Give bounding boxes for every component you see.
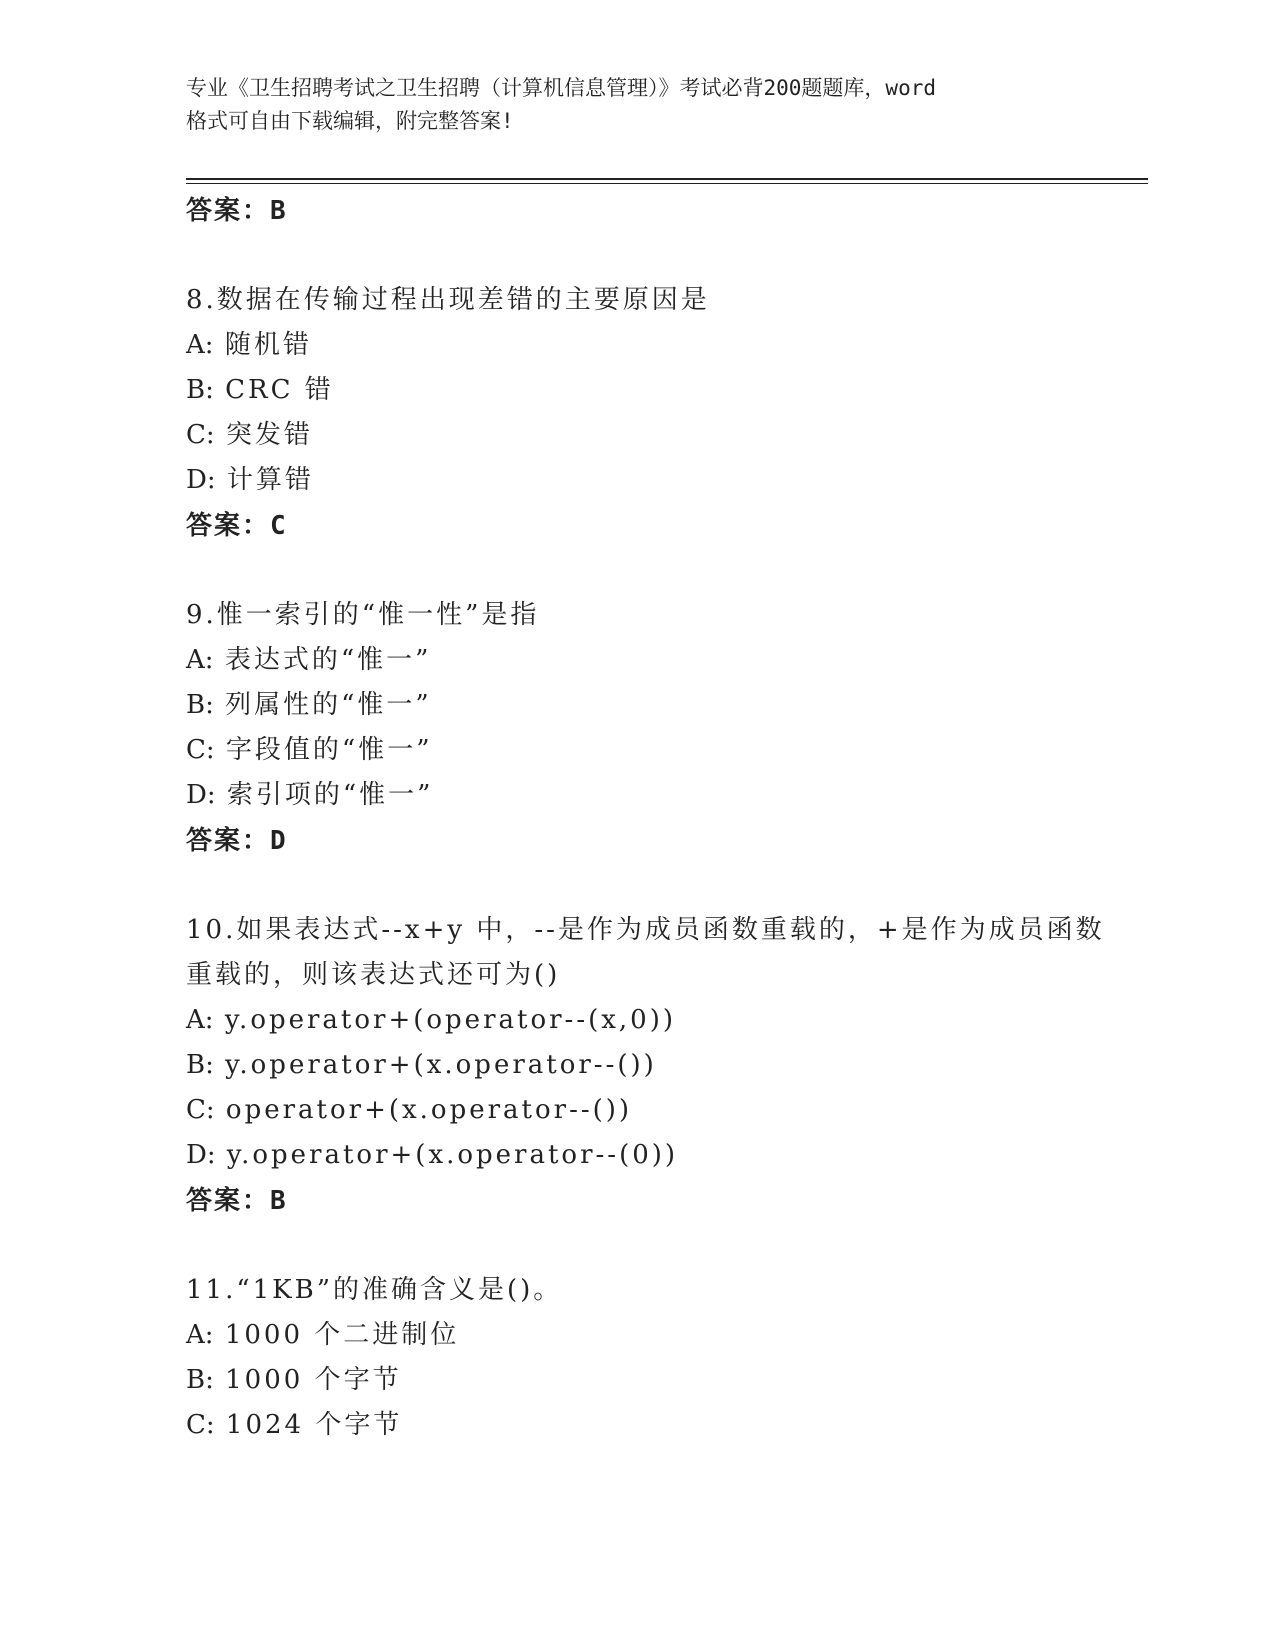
answer-line (186, 188, 1086, 234)
question-block (186, 278, 1086, 549)
option-key: C: (186, 420, 215, 450)
option-key: A: (186, 1005, 214, 1035)
option-row (186, 323, 1086, 368)
answer-label: 答案： (186, 511, 271, 541)
option-key: A: (186, 330, 214, 360)
question-block (186, 593, 1086, 864)
option-row (186, 638, 1086, 683)
header-rule-thick (186, 178, 1148, 180)
answer-value: D (270, 826, 286, 856)
option-row (186, 998, 1086, 1043)
answer-label: 答案： (186, 196, 271, 226)
option-key: D: (186, 780, 216, 810)
option-text: y.operator+(operator--(x,0)) (224, 1005, 676, 1035)
option-key: B: (186, 1050, 214, 1080)
option-row (186, 728, 1086, 773)
option-text: 计算错 (226, 465, 314, 495)
option-row (186, 773, 1086, 818)
option-row (186, 1088, 1086, 1133)
option-key: A: (186, 645, 214, 675)
option-key: C: (186, 1095, 215, 1125)
option-key: B: (186, 375, 214, 405)
option-row (186, 458, 1086, 503)
header-line-1: 专业《卫生招聘考试之卫生招聘（计算机信息管理）》考试必背200题题库，word (186, 76, 936, 100)
option-row (186, 683, 1086, 728)
option-text: operator+(x.operator--()) (225, 1095, 633, 1125)
answer-value: B (270, 1186, 286, 1216)
option-text: 突发错 (225, 420, 313, 450)
option-text: 列属性的“惟一” (225, 690, 432, 720)
option-key: D: (186, 465, 216, 495)
answer-value: B (270, 196, 286, 226)
answer-value: C (270, 511, 286, 541)
option-text: 1024 个字节 (225, 1410, 403, 1440)
question-gap (186, 864, 1086, 908)
document-header (186, 72, 1086, 138)
question-block (186, 908, 1105, 1224)
option-text: 1000 个字节 (225, 1365, 402, 1395)
option-row (186, 1313, 1086, 1358)
header-line-2: 格式可自由下载编辑，附完整答案! (186, 109, 514, 133)
option-row (186, 368, 1086, 413)
question-text-line: 重载的，则该表达式还可为() (186, 960, 561, 990)
option-row (186, 413, 1086, 458)
question-gap (186, 1224, 1086, 1268)
option-text: CRC 错 (225, 375, 334, 405)
header-rule-thin (186, 183, 1148, 184)
option-text: 随机错 (224, 330, 312, 360)
question-list (186, 188, 1105, 1448)
option-text: 表达式的“惟一” (224, 645, 432, 675)
option-key: B: (186, 1365, 214, 1395)
option-text: 索引项的“惟一” (226, 780, 434, 810)
option-text: y.operator+(x.operator--(0)) (226, 1140, 679, 1170)
question-gap (186, 234, 1086, 278)
question-gap (186, 549, 1086, 593)
question-text-line: 10.如果表达式--x+y 中，--是作为成员函数重载的，+是作为成员函数 (186, 915, 1105, 945)
option-key: B: (186, 690, 214, 720)
option-row (186, 1133, 1086, 1178)
question-text-line: 9.惟一索引的“惟一性”是指 (186, 600, 540, 630)
option-key: D: (186, 1140, 216, 1170)
answer-label: 答案： (186, 1186, 271, 1216)
option-text: 1000 个二进制位 (224, 1320, 460, 1350)
option-key: C: (186, 735, 215, 765)
answer-line (186, 503, 1086, 549)
option-row (186, 1043, 1086, 1088)
option-text: y.operator+(x.operator--()) (225, 1050, 657, 1080)
answer-line (186, 818, 1086, 864)
option-key: C: (186, 1410, 215, 1440)
option-key: A: (186, 1320, 214, 1350)
question-text-line: 8.数据在传输过程出现差错的主要原因是 (186, 285, 710, 315)
answer-label: 答案： (186, 826, 271, 856)
option-row (186, 1358, 1086, 1403)
question-text-line: 11.“1KB”的准确含义是()。 (186, 1275, 563, 1305)
option-row (186, 1403, 1086, 1448)
question-block (186, 1268, 1086, 1448)
answer-line (186, 1178, 1086, 1224)
option-text: 字段值的“惟一” (225, 735, 433, 765)
